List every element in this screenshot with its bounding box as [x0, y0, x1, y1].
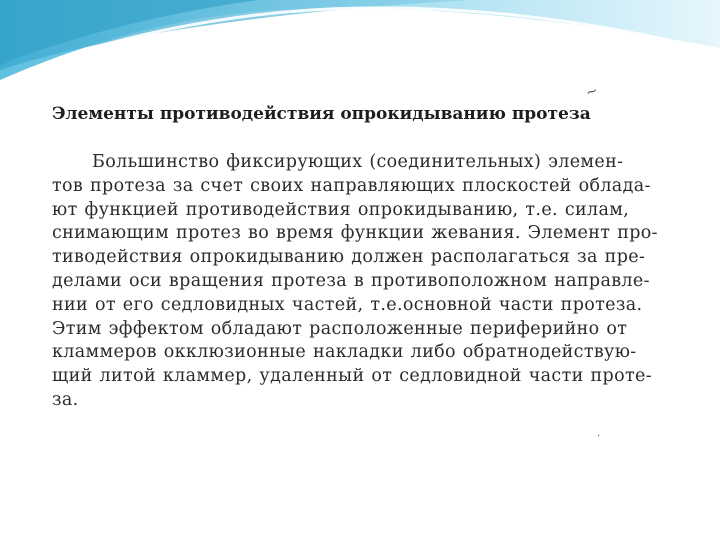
paragraph-line: Этим эффектом обладают расположенные периферийно от: [52, 318, 628, 339]
decorative-wave-banner: [0, 0, 720, 120]
margin-mark-top: ~: [583, 82, 601, 102]
paragraph-line: тиводействия опрокидыванию должен располагаться за пре-: [52, 247, 646, 268]
paragraph-line: ют функцией противодействия опрокидыванию, т.е. силам,: [52, 199, 630, 220]
paragraph-line: Большинство фиксирующих (соединительных) элемен-: [92, 152, 624, 172]
paragraph-line: делами оси вращения протеза в противоположном направле-: [52, 270, 650, 291]
paragraph-line: снимающим протез во время функции жевания. Элемент про-: [52, 223, 658, 244]
paragraph-line: за.: [52, 389, 79, 410]
margin-mark-bottom: .: [597, 428, 601, 439]
section-heading: Элементы противодействия опрокидыванию протеза: [52, 104, 591, 124]
body-paragraph: [52, 151, 688, 413]
paragraph-line: кламмеров окклюзионные накладки либо обратнодействую-: [52, 342, 637, 363]
paragraph-line: нии от его седловидных частей, т.е.основной части протеза.: [52, 294, 643, 315]
paragraph-line: тов протеза за счет своих направляющих плоскостей облада-: [52, 175, 651, 196]
paragraph-line: щий литой кламмер, удаленный от седловидной части проте-: [52, 366, 652, 387]
